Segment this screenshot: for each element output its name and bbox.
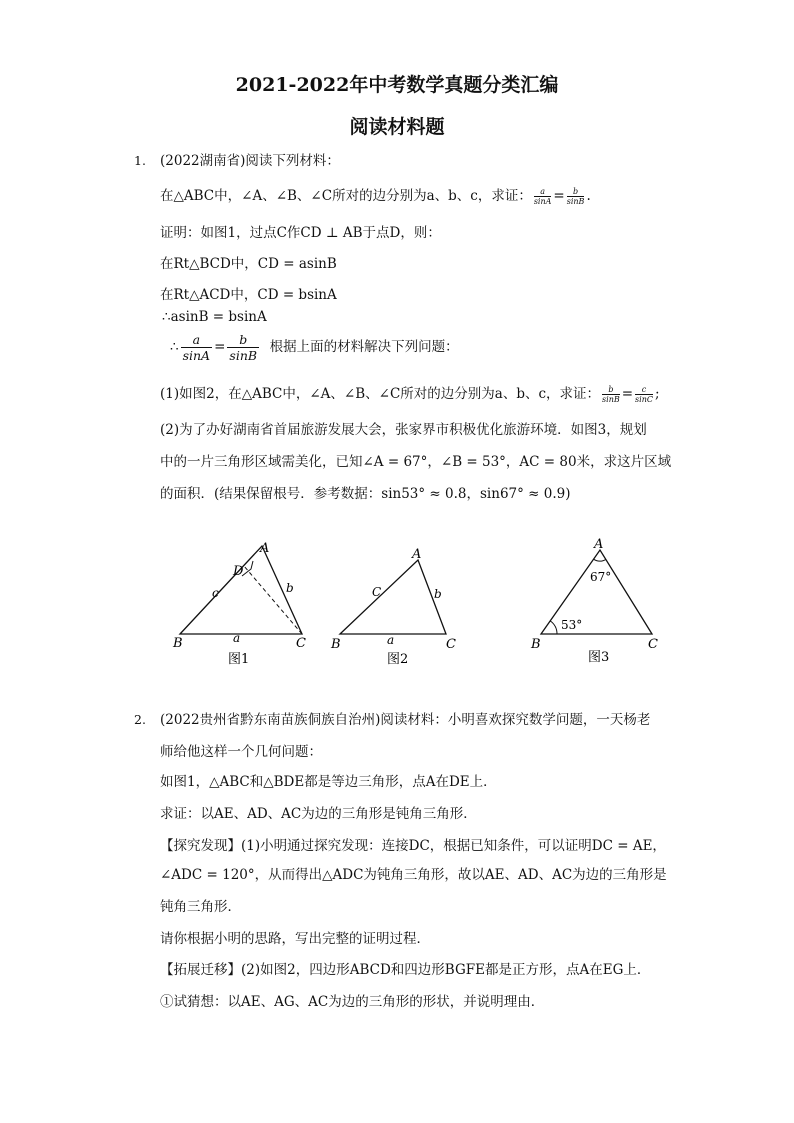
fig3-label-a-vertex: A bbox=[594, 537, 604, 552]
q1-proof-tail: 根据上面的材料解决下列问题： bbox=[269, 339, 459, 355]
fig1-altitude-cd bbox=[244, 566, 302, 634]
frac-den: sinB bbox=[566, 197, 585, 206]
q1-given-frac-left bbox=[534, 187, 552, 206]
fig2-side-a: a bbox=[387, 633, 395, 647]
fig3-angle-a-arc bbox=[594, 559, 606, 561]
frac-num: a bbox=[540, 187, 546, 196]
q2-line-10: ①试猜想：以AE、AG、AC为边的三角形的形状，并说明理由． bbox=[160, 994, 545, 1010]
figure-1 bbox=[172, 541, 306, 667]
frac-den: sinB bbox=[602, 395, 620, 404]
fig1-right-angle-mark bbox=[242, 561, 253, 576]
fig1-caption: 图1 bbox=[228, 652, 250, 667]
q1-given-lead: 在△ABC中，∠A、∠B、∠C所对的边分别为a、b、c，求证： bbox=[160, 188, 532, 204]
q1-part-1-frac-c bbox=[635, 385, 653, 404]
fig1-label-a-vertex: A bbox=[260, 541, 270, 556]
fig1-side-b: b bbox=[286, 581, 294, 595]
frac-num: b bbox=[239, 332, 248, 347]
q1-part-1-lead: (1)如图2，在△ABC中，∠A、∠B、∠C所对的边分别为a、b、c，求证： bbox=[160, 386, 601, 402]
frac-num: a bbox=[192, 332, 201, 347]
q1-given: 在△ABC中，∠A、∠B、∠C所对的边分别为a、b、c，求证： $\frac{a}{\sin A}$ = $\frac{b}{\sin B}$ . bbox=[160, 187, 591, 206]
document-subtitle: 阅读材料题 bbox=[349, 116, 445, 138]
frac-den: sinA bbox=[182, 348, 211, 363]
q2-line-2: 师给他这样一个几何问题： bbox=[160, 744, 322, 760]
fig2-caption: 图2 bbox=[387, 652, 409, 667]
q1-part-1-end: ; bbox=[654, 386, 660, 402]
question-1-number: 1. bbox=[134, 153, 146, 168]
fig3-label-b-vertex: B bbox=[531, 637, 541, 652]
frac-den: sinC bbox=[635, 395, 653, 404]
q2-line-3: 如图1，△ABC和△BDE都是等边三角形，点A在DE上． bbox=[160, 774, 497, 790]
figure-2 bbox=[330, 547, 456, 667]
frac-num: b bbox=[573, 187, 579, 196]
q1-proof-line-1: 证明：如图1，过点C作CD ⊥ AB于点D，则： bbox=[160, 225, 441, 241]
fig3-caption: 图3 bbox=[588, 650, 610, 665]
frac-den: sinB bbox=[229, 348, 258, 363]
fig3-angle-b-arc bbox=[550, 621, 557, 634]
fig1-label-d-vertex: D bbox=[233, 564, 244, 579]
q2-line-1: (2022贵州省黔东南苗族侗族自治州)阅读材料：小明喜欢探究数学问题，一天杨老 bbox=[160, 712, 651, 728]
q2-line-4: 求证：以AE、AD、AC为边的三角形是钝角三角形． bbox=[160, 806, 477, 822]
fig2-label-c-vertex: C bbox=[446, 637, 456, 652]
q1-proof-line-4: ∴asinB = bsinA bbox=[162, 309, 267, 325]
fig2-side-b: b bbox=[434, 587, 442, 601]
frac-num: c bbox=[641, 385, 647, 394]
q2-line-9: 【拓展迁移】(2)如图2，四边形ABCD和四边形BGFE都是正方形，点A在EG上． bbox=[160, 962, 651, 978]
q1-proof-line-2: 在Rt△BCD中，CD = asinB bbox=[160, 256, 337, 272]
fig1-label-c-vertex: C bbox=[296, 636, 306, 651]
frac-num: b bbox=[608, 385, 614, 394]
fig1-side-c: c bbox=[212, 586, 219, 600]
fig3-triangle bbox=[541, 550, 652, 634]
q1-proof-line-5: ∴ $\frac{a}{\sin A}$ = $\frac{b}{\sin B}$ 根据上面的材料解决下列问题： bbox=[170, 332, 459, 363]
document-title: 2021-2022年中考数学真题分类汇编 bbox=[235, 74, 559, 96]
fig3-angle-a-label: 67° bbox=[590, 570, 612, 584]
q1-proof-frac-a bbox=[181, 332, 213, 363]
q1-proof-frac-b bbox=[227, 332, 259, 363]
therefore-symbol: ∴ bbox=[170, 339, 179, 355]
question-2-number: 2. bbox=[134, 712, 146, 727]
fig3-angle-b-label: 53° bbox=[561, 618, 583, 632]
q1-given-frac-right bbox=[567, 187, 585, 206]
figure-3 bbox=[530, 537, 658, 665]
fig1-triangle bbox=[180, 546, 302, 634]
q1-part-1-frac-b bbox=[602, 385, 620, 404]
q1-part-2-line-1: (2)为了办好湖南省首届旅游发展大会，张家界市积极优化旅游环境．如图3，规划 bbox=[160, 422, 647, 438]
fig1-label-b-vertex: B bbox=[173, 636, 183, 651]
fig1-side-a: a bbox=[233, 631, 241, 645]
q1-part-2-line-2: 中的一片三角形区域需美化，已知∠A = 67°，∠B = 53°，AC = 80米，求这片区域 bbox=[160, 454, 672, 470]
fig2-label-b-vertex: B bbox=[331, 637, 341, 652]
fig2-label-a-vertex: A bbox=[412, 547, 422, 562]
q2-line-8: 请你根据小明的思路，写出完整的证明过程． bbox=[160, 931, 430, 947]
q1-part-1: (1)如图2，在△ABC中，∠A、∠B、∠C所对的边分别为a、b、c，求证： $\frac{b}{\sin B}$ = $\frac{c}{\sin C}$ ; bbox=[160, 385, 660, 404]
q1-proof-line-3: 在Rt△ACD中，CD = bsinA bbox=[160, 287, 337, 303]
fig3-label-c-vertex: C bbox=[648, 637, 658, 652]
q2-line-6: ∠ADC = 120°，从而得出△ADC为钝角三角形，故以AE、AD、AC为边的三角形是 bbox=[160, 867, 667, 883]
q2-line-7: 钝角三角形． bbox=[160, 899, 241, 915]
fig2-side-c: C bbox=[372, 585, 382, 599]
q1-given-end: . bbox=[586, 188, 591, 204]
fig2-triangle bbox=[340, 560, 446, 634]
figures-row bbox=[0, 530, 794, 675]
q1-intro: (2022湖南省)阅读下列材料： bbox=[160, 153, 340, 169]
q2-line-5: 【探究发现】(1)小明通过探究发现：连接DC，根据已知条件，可以证明DC = AE， bbox=[160, 838, 666, 854]
q1-part-2-line-3: 的面积．(结果保留根号．参考数据：sin53° ≈ 0.8，sin67° ≈ 0.9) bbox=[160, 486, 571, 502]
frac-den: sinA bbox=[533, 197, 552, 206]
